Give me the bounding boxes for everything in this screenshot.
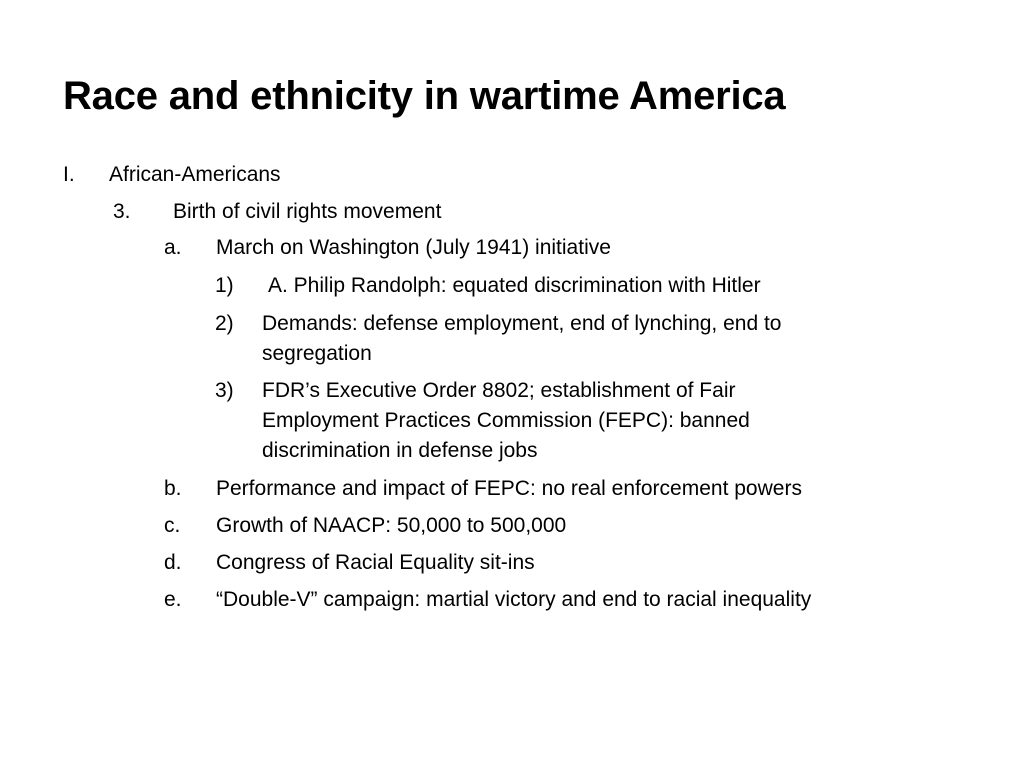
- outline-marker: e.: [164, 588, 182, 611]
- outline-text: Growth of NAACP: 50,000 to 500,000: [216, 514, 567, 537]
- outline-text-line: segregation: [262, 342, 372, 365]
- outline-marker: c.: [164, 514, 181, 537]
- outline-marker: b.: [164, 477, 182, 500]
- outline-subitem-2: [215, 309, 995, 369]
- outline-text: March on Washington (July 1941) initiative: [216, 236, 611, 259]
- outline-marker: d.: [164, 551, 182, 574]
- outline-marker: 1): [215, 274, 234, 297]
- outline-text-line: FDR’s Executive Order 8802; establishment of Fair: [262, 379, 736, 402]
- outline-item-e: [164, 585, 1014, 615]
- outline-subitem-3: [215, 376, 995, 466]
- outline-item-b: [164, 474, 1004, 504]
- outline-text-line: Employment Practices Commission (FEPC): banned: [262, 409, 750, 432]
- outline-item-level1: [63, 160, 663, 190]
- outline-item-level2: [113, 197, 713, 227]
- outline-text: Performance and impact of FEPC: no real enforcement powers: [216, 477, 802, 500]
- outline-marker: 2): [215, 312, 234, 335]
- outline-marker: 3): [215, 379, 234, 402]
- outline-text-line: discrimination in defense jobs: [262, 439, 538, 462]
- outline-text: “Double-V” campaign: martial victory and end to racial inequality: [216, 588, 812, 611]
- outline-marker: a.: [164, 236, 182, 259]
- outline-marker: I.: [63, 163, 75, 186]
- slide-title: Race and ethnicity in wartime America: [63, 74, 786, 118]
- outline-item-a: [164, 233, 984, 263]
- outline-text-line: Demands: defense employment, end of lynching, end to: [262, 312, 782, 335]
- outline-item-d: [164, 548, 984, 578]
- outline-text: A. Philip Randolph: equated discrimination with Hitler: [268, 274, 761, 297]
- outline-item-c: [164, 511, 984, 541]
- outline-text: Birth of civil rights movement: [173, 200, 442, 223]
- outline-text: Congress of Racial Equality sit-ins: [216, 551, 535, 574]
- outline-marker: 3.: [113, 200, 131, 223]
- outline-subitem-1: [215, 271, 995, 301]
- outline-text: African-Americans: [109, 163, 281, 186]
